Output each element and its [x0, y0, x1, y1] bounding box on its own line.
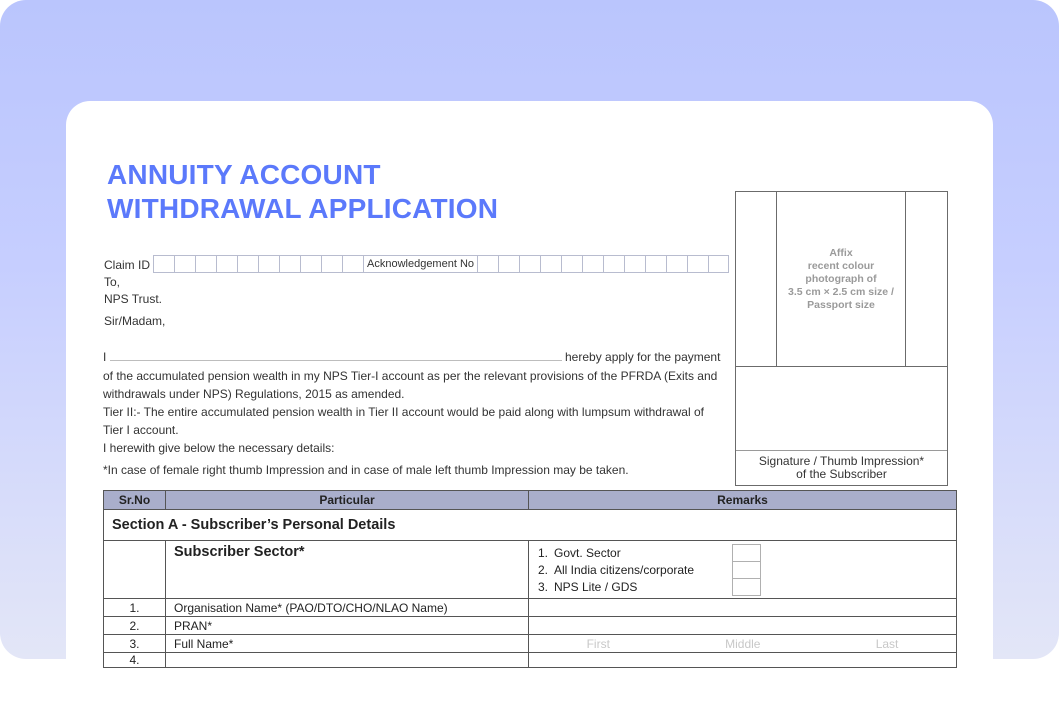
signature-divider: [736, 366, 947, 367]
last-name-hint: Last: [875, 636, 899, 651]
claim-id-box[interactable]: [342, 255, 363, 273]
body-prefix: I: [103, 350, 107, 364]
details-table: [103, 490, 957, 668]
photo-instructions: [777, 247, 905, 312]
address-org: NPS Trust.: [104, 292, 163, 306]
ack-no-box[interactable]: [561, 255, 582, 273]
nps-lite-checkbox[interactable]: [732, 578, 761, 596]
claim-id-box[interactable]: [237, 255, 258, 273]
middle-name-hint: Middle: [725, 636, 761, 651]
signature-caption-line: Signature / Thumb Impression*: [758, 454, 925, 468]
organisation-name-input[interactable]: [529, 599, 957, 617]
all-india-checkbox[interactable]: [732, 561, 761, 579]
ack-no-box[interactable]: [624, 255, 645, 273]
claim-id-box[interactable]: [279, 255, 300, 273]
title-line-1: ANNUITY ACCOUNT: [107, 159, 381, 190]
first-name-hint: First: [586, 636, 610, 651]
claim-id-box[interactable]: [153, 255, 174, 273]
ack-no-box[interactable]: [519, 255, 540, 273]
option-label: All India citizens/corporate: [554, 563, 695, 577]
claim-id-box[interactable]: [321, 255, 342, 273]
name-parts: [529, 637, 956, 651]
body-line-2: of the accumulated pension wealth in my NPS Tier-I account as per the relevant provisions of the PFRDA (Exits and: [103, 369, 718, 383]
ack-no-box[interactable]: [603, 255, 624, 273]
table-row: [104, 635, 957, 653]
row-sr: 4.: [104, 653, 166, 668]
table-header-row: [104, 491, 957, 510]
page-title: [107, 158, 498, 226]
body-suffix: hereby apply for the payment: [565, 350, 721, 364]
option-label: Govt. Sector: [554, 546, 621, 560]
ack-no-box[interactable]: [666, 255, 687, 273]
table-row: [104, 653, 957, 668]
option-number: 3.: [538, 580, 549, 594]
claim-id-label: Claim ID: [104, 258, 151, 272]
section-a-row: [104, 510, 957, 541]
sector-options: [529, 541, 956, 596]
address-to: To,: [104, 275, 121, 289]
pran-input[interactable]: [529, 617, 957, 635]
title-line-2: WITHDRAWAL APPLICATION: [107, 193, 499, 224]
section-a-title: Section A - Subscriber’s Personal Details: [104, 510, 957, 541]
body-line-3: withdrawals under NPS) Regulations, 2015 as amended.: [103, 387, 405, 401]
claim-id-box[interactable]: [258, 255, 279, 273]
govt-sector-checkbox[interactable]: [732, 544, 761, 562]
signature-caption-divider: [736, 450, 947, 451]
sector-row: [104, 541, 957, 599]
row-particular: [166, 653, 529, 668]
ack-no-box[interactable]: [645, 255, 666, 273]
row-particular: Organisation Name* (PAO/DTO/CHO/NLAO Name): [166, 599, 529, 617]
ack-no-box[interactable]: [687, 255, 708, 273]
acknowledgement-label: Acknowledgement No: [363, 255, 477, 273]
name-fill-line[interactable]: [110, 360, 562, 361]
row-sr: 2.: [104, 617, 166, 635]
claim-ack-boxes: [153, 255, 729, 273]
ack-no-box[interactable]: [582, 255, 603, 273]
photo-area[interactable]: [776, 192, 906, 367]
ack-no-box[interactable]: [477, 255, 498, 273]
photo-text-line: 3.5 cm × 2.5 cm size /: [788, 286, 894, 298]
sector-checkboxes: [732, 544, 761, 595]
signature-caption-line: of the Subscriber: [796, 467, 887, 481]
sector-sr: [104, 541, 166, 599]
full-name-input[interactable]: [529, 635, 957, 653]
claim-id-box[interactable]: [195, 255, 216, 273]
photo-text-line: Passport size: [807, 299, 875, 311]
option-number: 1.: [538, 546, 549, 560]
header-remarks: Remarks: [529, 491, 957, 510]
header-particular: Particular: [166, 491, 529, 510]
body-line-4: Tier II:- The entire accumulated pension wealth in Tier II account would be paid along with lumpsum withdrawal of: [103, 405, 704, 419]
body-line-6: I herewith give below the necessary details:: [103, 441, 335, 455]
option-number: 2.: [538, 563, 549, 577]
thumb-note: *In case of female right thumb Impression and in case of male left thumb Impression may be taken.: [103, 463, 629, 477]
form-sheet: [66, 101, 993, 701]
claim-id-box[interactable]: [300, 255, 321, 273]
ack-no-box[interactable]: [498, 255, 519, 273]
signature-caption: [736, 455, 947, 481]
table-row: [104, 599, 957, 617]
row-particular: Full Name*: [166, 635, 529, 653]
sector-title: Subscriber Sector*: [174, 544, 305, 560]
sector-particular: [166, 541, 529, 599]
photo-signature-box: [735, 191, 948, 486]
claim-id-box[interactable]: [174, 255, 195, 273]
body-line-5: Tier I account.: [103, 423, 179, 437]
ack-no-box[interactable]: [708, 255, 729, 273]
row-sr: 1.: [104, 599, 166, 617]
claim-id-box[interactable]: [216, 255, 237, 273]
photo-text-line: recent colour: [807, 260, 875, 272]
photo-text-line: Affix: [829, 247, 853, 259]
sector-remarks: [529, 541, 957, 599]
row-particular: PRAN*: [166, 617, 529, 635]
table-row: [104, 617, 957, 635]
photo-text-line: photograph of: [805, 273, 877, 285]
header-sr-no: Sr.No: [104, 491, 166, 510]
option-label: NPS Lite / GDS: [554, 580, 638, 594]
row-sr: 3.: [104, 635, 166, 653]
salutation: Sir/Madam,: [104, 314, 166, 328]
row-remarks[interactable]: [529, 653, 957, 668]
ack-no-box[interactable]: [540, 255, 561, 273]
